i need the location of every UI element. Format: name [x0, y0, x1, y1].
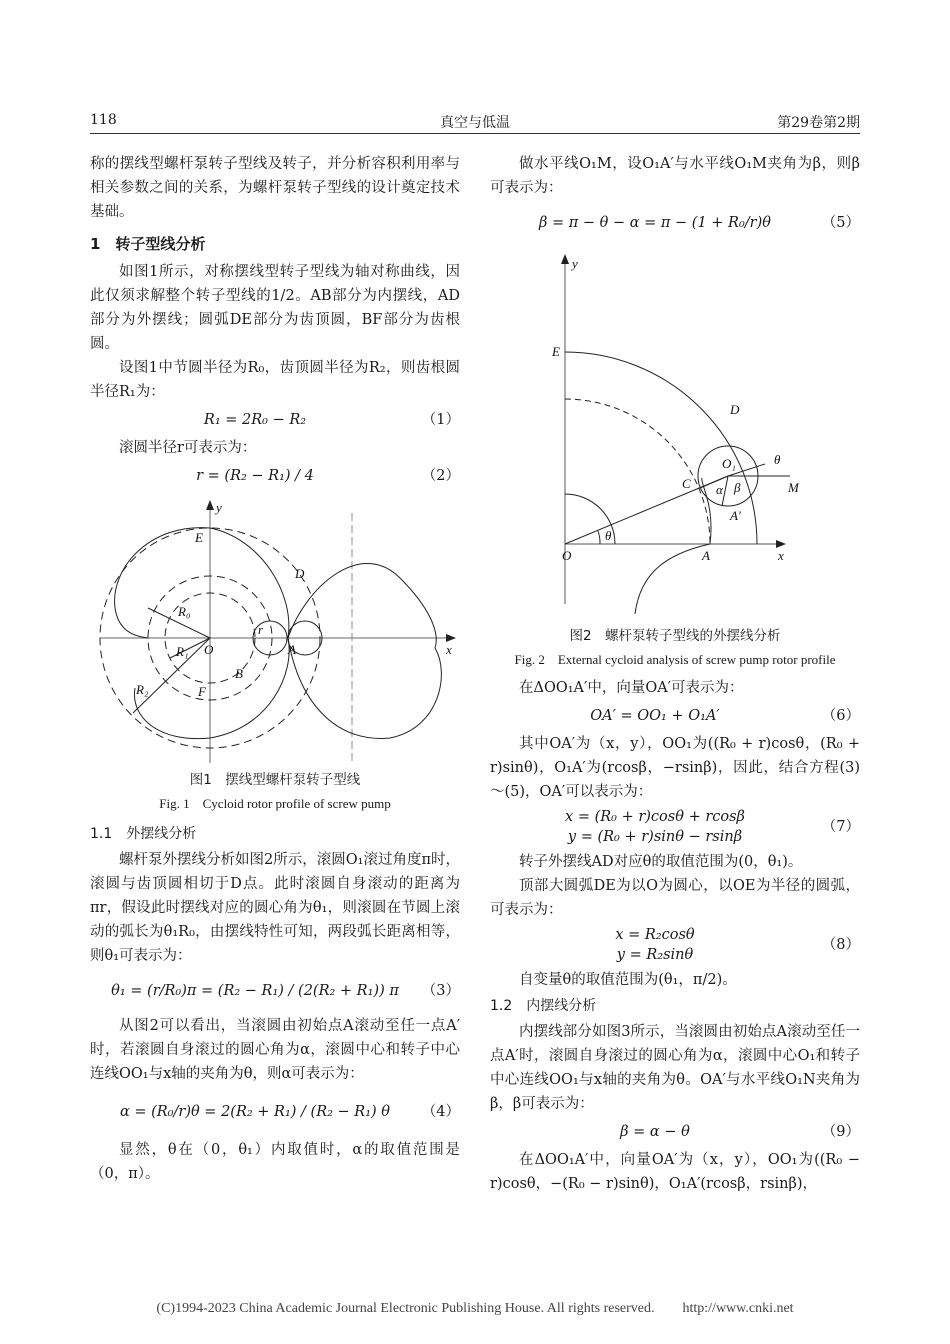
- mating-profile: [288, 563, 441, 738]
- fig1-B-label: B: [235, 666, 243, 681]
- paragraph: 做水平线O₁M，设O₁A′与水平线O₁M夹角为β，则β可表示为：: [490, 156, 860, 196]
- left-column: [90, 152, 460, 1186]
- fig2-alpha-label: α: [716, 482, 723, 497]
- figure-1-caption-en: Fig. 1 Cycloid rotor profile of screw pump: [159, 796, 391, 811]
- hypocycloid: [635, 544, 710, 614]
- fig2-E-label: E: [552, 344, 560, 359]
- fig1-y-label: y: [216, 500, 222, 515]
- tip-arc: [565, 352, 757, 544]
- figure-1: [90, 498, 460, 768]
- fig2-O1-label: O₁: [722, 456, 736, 471]
- equation-1: R₁ = 2R₀ − R₂ （1）: [203, 412, 460, 428]
- paragraph: 转子外摆线AD对应θ的取值范围为(0，θ₁)。: [519, 854, 803, 870]
- fig1-r-label: r: [258, 622, 264, 637]
- fig2-A-label: A: [702, 548, 710, 563]
- fig2-A1-label: A′: [730, 508, 741, 523]
- fig2-O-label: O: [562, 548, 572, 563]
- paragraph: 自变量θ的取值范围为(θ₁，π/2)。: [519, 972, 737, 988]
- line-O1A1: [722, 476, 728, 506]
- fig1-D-label: D: [295, 566, 305, 581]
- fig2-beta-label: β: [734, 480, 741, 495]
- pitch-arc: [565, 399, 710, 544]
- paragraph: 设图1中节圆半径为R₀，齿顶圆半径为R₂，则齿根圆半径R₁为：: [90, 360, 460, 400]
- equation-5: β = π − θ − α = π − (1 + R₀/r)θ （5）: [539, 215, 860, 231]
- issue-info: 第29卷第2期: [777, 115, 860, 131]
- paragraph: 螺杆泵外摆线分析如图2所示，滚圆O₁滚过角度π时，滚圆与齿顶圆相切于D点。此时滚圆自身滚动的距离为πr，假设此时摆线对应的圆心角为θ₁，则滚圆在节圆上滚动的弧长为θ₁R₀，由摆线特性可知，两段弧长距离相等，则θ₁可表示为：: [90, 852, 460, 964]
- fig2-x-label: x: [778, 548, 784, 563]
- equation-3: θ₁ = (r/R₀)π = (R₂ − R₁) / (2(R₂ + R₁)) π （3）: [111, 983, 460, 999]
- equation-4: α = (R₀/r)θ = 2(R₂ + R₁) / (R₂ − R₁) θ （4）: [119, 1104, 460, 1120]
- section-1-2-title: 1.2 内摆线分析: [490, 998, 597, 1014]
- paragraph: 滚圆半径r可表示为：: [119, 440, 257, 456]
- fig1-F-label: F: [198, 684, 206, 699]
- fig2-theta-label: θ: [774, 452, 781, 467]
- equation-2: r = (R₂ − R₁) / 4 （2）: [196, 468, 460, 484]
- fig1-R0-label: R₀: [178, 604, 191, 619]
- paragraph: 显然，θ在（0，θ₁）内取值时，α的取值范围是（0，π）。: [90, 1142, 460, 1182]
- fig2-theta0-label: θ: [605, 528, 612, 543]
- copyright-footer: (C)1994-2023 China Academic Journal Electronic Publishing House. All rights reserved. http://www.cnki.net: [156, 1301, 794, 1316]
- fig2-C-label: C: [682, 476, 691, 491]
- right-column: [490, 152, 860, 1196]
- fig1-x-label: x: [446, 642, 452, 657]
- figure-2-caption-cn: 图2 螺杆泵转子型线的外摆线分析: [569, 628, 781, 644]
- fig1-R1-label: R₁: [176, 644, 189, 659]
- fig2-D-label: D: [730, 402, 740, 417]
- equation-6: OA′ = OO₁ + O₁A′ （6）: [590, 708, 860, 724]
- paragraph: 顶部大圆弧DE为以O为圆心，以OE为半径的圆弧，可表示为：: [490, 878, 860, 918]
- page-number: 118: [90, 112, 117, 128]
- section-1-title: 1 转子型线分析: [90, 235, 206, 253]
- y-arrow: [561, 254, 569, 264]
- fig2-y-label: y: [572, 256, 578, 271]
- equation-7: x = (R₀ + r)cosθ + rcosβ y = (R₀ + r)sinθ − rsinβ （7）: [565, 809, 860, 845]
- figure-1-caption-cn: 图1 摆线型螺杆泵转子型线: [189, 772, 361, 788]
- figure-2: [490, 254, 860, 624]
- section-1-1-title: 1.1 外摆线分析: [90, 826, 197, 842]
- x-arrow: [446, 634, 456, 642]
- line-O1C: [700, 476, 728, 488]
- radius-r2: [133, 638, 210, 713]
- figure-2-caption-en: Fig. 2 External cycloid analysis of screw pump rotor profile: [514, 652, 836, 667]
- header-rule: [90, 133, 860, 134]
- x-arrow: [776, 540, 786, 548]
- fig2-M-label: M: [788, 480, 799, 495]
- fig1-O-label: O: [204, 642, 214, 657]
- fig1-R2-label: R₂: [136, 682, 149, 697]
- equation-9: β = α − θ （9）: [620, 1124, 860, 1140]
- paragraph: 内摆线部分如图3所示，当滚圆由初始点A滚动至任一点A′时，滚圆自身滚过的圆心角为α，滚圆中心O₁和转子中心连线OO₁与x轴的夹角为θ。OA′与水平线O₁N夹角为β，β可表示为：: [490, 1024, 860, 1112]
- intro-paragraph: 称的摆线型螺杆泵转子型线及转子，并分析容积利用率与相关参数之间的关系，为螺杆泵转子型线的设计奠定技术基础。: [90, 156, 460, 220]
- fig1-A-label: A: [288, 642, 296, 657]
- equation-8: x = R₂cosθ y = R₂sinθ （8）: [615, 927, 860, 963]
- paragraph: 在ΔOO₁A′中，向量OA′可表示为：: [519, 680, 744, 696]
- theta-arc: [598, 531, 600, 544]
- journal-title: 真空与低温: [440, 115, 510, 131]
- paragraph: 其中OA′为（x，y），OO₁为((R₀ + r)cosθ，(R₀ + r)sinθ)，O₁A′为(rcosβ，−rsinβ)，因此，结合方程(3)～(5)，OA′可以表示为：: [490, 736, 860, 800]
- paragraph: 在ΔOO₁A′中，向量OA′为（x，y），OO₁为((R₀ − r)cosθ，−(R₀ − r)sinθ)，O₁A′(rcosβ，rsinβ)，: [490, 1152, 860, 1192]
- paragraph: 如图1所示，对称摆线型转子型线为轴对称曲线，因此仅须求解整个转子型线的1/2。AB部分为内摆线，AD部分为外摆线；圆弧DE部分为齿顶圆，BF部分为齿根圆。: [90, 264, 460, 352]
- y-arrow: [206, 500, 214, 510]
- fig1-E-label: E: [195, 530, 203, 545]
- paragraph: 从图2可以看出，当滚圆由初始点A滚动至任一点A′时，若滚圆自身滚过的圆心角为α，滚圆中心和转子中心连线OO₁与x轴的夹角为θ，则α可表示为：: [90, 1018, 460, 1082]
